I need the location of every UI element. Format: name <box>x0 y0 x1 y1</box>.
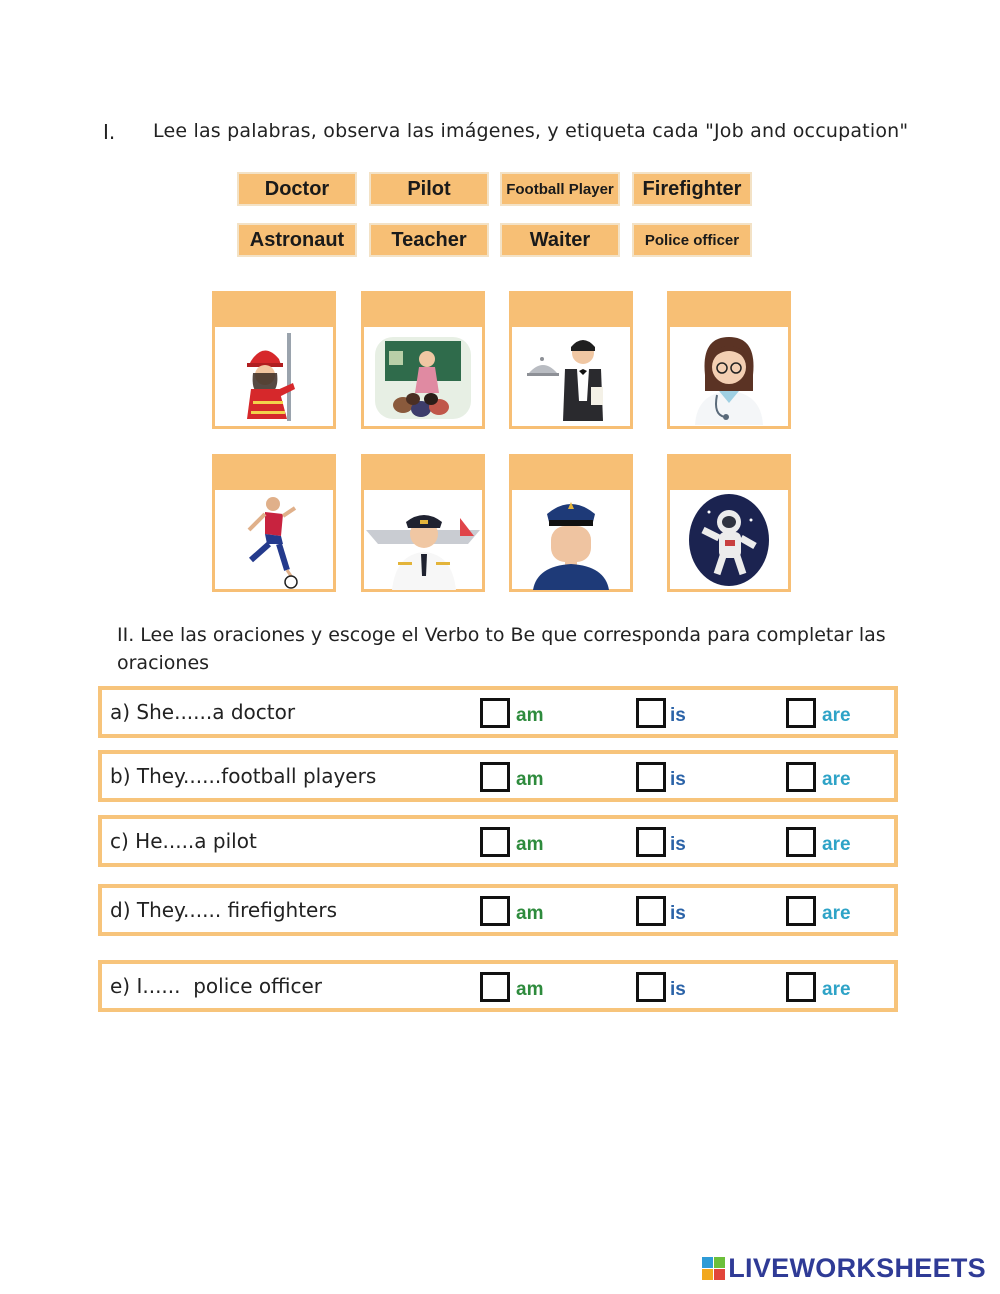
checkbox[interactable] <box>480 827 510 857</box>
word-doctor[interactable]: Doctor <box>237 172 357 206</box>
sentence-text: b) They......football players <box>110 764 377 788</box>
logo-mark-icon <box>702 1257 725 1280</box>
drop-slot[interactable] <box>512 294 630 327</box>
sentence-row-d <box>98 884 898 936</box>
word-teacher[interactable]: Teacher <box>369 223 489 257</box>
checkbox[interactable] <box>786 762 816 792</box>
option-is[interactable] <box>636 896 686 926</box>
card-police-officer <box>509 454 633 592</box>
option-is[interactable] <box>636 698 686 728</box>
word-firefighter[interactable]: Firefighter <box>632 172 752 206</box>
word-astronaut[interactable]: Astronaut <box>237 223 357 257</box>
brand-name: LIVEWORKSHEETS <box>728 1253 986 1283</box>
police-officer-picture <box>512 490 630 589</box>
checkbox[interactable] <box>636 896 666 926</box>
option-label: is <box>670 903 686 924</box>
sentence-text: a) She......a doctor <box>110 700 296 724</box>
drop-slot[interactable] <box>512 457 630 490</box>
option-is[interactable] <box>636 827 686 857</box>
card-football-player <box>212 454 336 592</box>
option-label: are <box>822 979 851 1000</box>
option-label: am <box>516 903 544 924</box>
option-is[interactable] <box>636 972 686 1002</box>
checkbox[interactable] <box>786 972 816 1002</box>
checkbox[interactable] <box>786 698 816 728</box>
option-am[interactable] <box>480 972 543 1002</box>
teacher-picture <box>364 327 482 426</box>
card-teacher <box>361 291 485 429</box>
football-player-picture <box>215 490 333 589</box>
sentence-row-e <box>98 960 898 1012</box>
checkbox[interactable] <box>786 827 816 857</box>
card-doctor <box>667 291 791 429</box>
section-2-instruction: II. Lee las oraciones y escoge el Verbo to Be que corresponda para completar las oraciones <box>117 624 886 674</box>
section-1-instruction: Lee las palabras, observa las imágenes, y etiqueta cada "Job and occupation" <box>153 120 909 142</box>
option-are[interactable] <box>786 972 851 1002</box>
card-waiter <box>509 291 633 429</box>
sentence-row-a <box>98 686 898 738</box>
section-1-number: I. <box>103 120 116 144</box>
option-label: is <box>670 705 686 726</box>
pilot-picture <box>364 490 482 589</box>
drop-slot[interactable] <box>215 294 333 327</box>
option-are[interactable] <box>786 896 851 926</box>
checkbox[interactable] <box>636 762 666 792</box>
option-label: are <box>822 903 851 924</box>
word-waiter[interactable]: Waiter <box>500 223 620 257</box>
drop-slot[interactable] <box>364 457 482 490</box>
card-firefighter <box>212 291 336 429</box>
word-police-officer[interactable]: Police officer <box>632 223 752 257</box>
astronaut-picture <box>670 490 788 589</box>
checkbox[interactable] <box>480 972 510 1002</box>
option-is[interactable] <box>636 762 686 792</box>
doctor-picture <box>670 327 788 426</box>
checkbox[interactable] <box>636 827 666 857</box>
firefighter-picture <box>215 327 333 426</box>
sentence-row-c <box>98 815 898 867</box>
option-label: is <box>670 769 686 790</box>
option-label: am <box>516 979 544 1000</box>
card-pilot <box>361 454 485 592</box>
sentence-text: c) He.....a pilot <box>110 829 257 853</box>
drop-slot[interactable] <box>670 294 788 327</box>
option-label: am <box>516 834 544 855</box>
drop-slot[interactable] <box>215 457 333 490</box>
checkbox[interactable] <box>786 896 816 926</box>
option-are[interactable] <box>786 762 851 792</box>
option-am[interactable] <box>480 698 543 728</box>
option-are[interactable] <box>786 827 851 857</box>
option-am[interactable] <box>480 827 543 857</box>
checkbox[interactable] <box>480 698 510 728</box>
option-label: am <box>516 769 544 790</box>
sentence-row-b <box>98 750 898 802</box>
sentence-text: e) I...... police officer <box>110 974 323 998</box>
checkbox[interactable] <box>636 972 666 1002</box>
drop-slot[interactable] <box>670 457 788 490</box>
drop-slot[interactable] <box>364 294 482 327</box>
option-label: is <box>670 979 686 1000</box>
option-label: are <box>822 705 851 726</box>
checkbox[interactable] <box>636 698 666 728</box>
option-are[interactable] <box>786 698 851 728</box>
liveworksheets-logo <box>702 1253 986 1284</box>
option-label: are <box>822 834 851 855</box>
waiter-picture <box>512 327 630 426</box>
card-astronaut <box>667 454 791 592</box>
option-label: am <box>516 705 544 726</box>
option-label: are <box>822 769 851 790</box>
checkbox[interactable] <box>480 762 510 792</box>
sentence-text: d) They...... firefighters <box>110 898 337 922</box>
word-football-player[interactable]: Football Player <box>500 172 620 206</box>
option-am[interactable] <box>480 762 543 792</box>
word-pilot[interactable]: Pilot <box>369 172 489 206</box>
option-am[interactable] <box>480 896 543 926</box>
option-label: is <box>670 834 686 855</box>
checkbox[interactable] <box>480 896 510 926</box>
